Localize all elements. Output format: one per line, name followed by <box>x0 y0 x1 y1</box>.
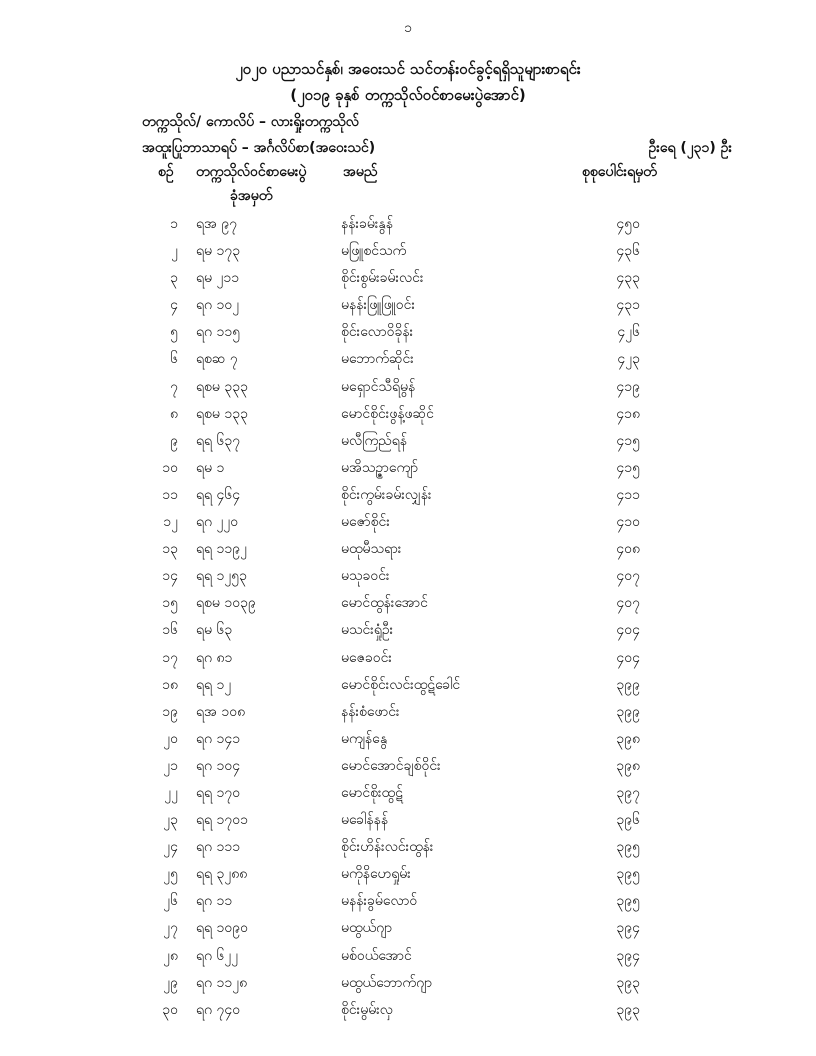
row-roll-number: ရစမ ၁၀၃၉ <box>196 595 256 612</box>
table-row <box>0 973 816 1000</box>
row-serial: ၁၈ <box>162 676 178 693</box>
row-marks: ၃၉၅ <box>616 839 640 856</box>
row-name: မစ်ဝယ်အောင် <box>341 947 412 964</box>
table-row <box>0 620 816 647</box>
row-name: မောင်စိုင်းဖွန့်ဖဆိုင် <box>341 405 434 422</box>
row-roll-number: ရစမ ၁၃၃ <box>196 405 248 422</box>
row-marks: ၃၉၉ <box>616 676 640 693</box>
row-serial: ၉ <box>170 432 178 449</box>
row-roll-number: ရရ ၁၂၅၃ <box>196 568 248 585</box>
row-roll-number: ရဂ ၁၄၁ <box>196 730 241 747</box>
row-roll-number: ရစမ ၃၃၃ <box>196 378 248 395</box>
table-row <box>0 458 816 485</box>
row-serial: ၁၅ <box>162 595 178 612</box>
row-marks: ၃၉၅ <box>616 866 640 883</box>
row-marks: ၄၁၁ <box>616 486 640 503</box>
row-marks: ၄၂၆ <box>617 324 640 341</box>
table-row <box>0 512 816 539</box>
row-roll-number: ရရ ၁၂ <box>196 676 232 693</box>
row-roll-number: ရဂ ၁၁ <box>196 893 233 910</box>
row-marks: ၄၀၇ <box>616 568 640 585</box>
row-roll-number: ရရ ၁၇၀ <box>196 784 241 801</box>
university-line: တက္ကသိုလ်/ ကောလိပ် – လားရှိုးတက္ကသိုလ် <box>142 114 359 130</box>
row-marks: ၄၃၁ <box>616 297 640 314</box>
row-name: စိုင်းစွမ်းခမ်းလင်း <box>341 270 424 287</box>
row-name: မရှောင်သီရိမွန် <box>341 378 416 395</box>
row-name: စိုင်းလောဝိခိုန်း <box>341 324 414 341</box>
header-roll-number: ခုံအမှတ် <box>230 188 273 204</box>
row-name: နန်းစံဖောင်း <box>341 703 400 720</box>
header-total-marks: စုစုပေါင်းရမှတ် <box>582 164 657 180</box>
row-serial: ၂၉ <box>163 974 178 991</box>
table-row <box>0 322 816 349</box>
row-name: မနန်းဖြူဖြူဝင်း <box>341 297 415 314</box>
total-count: ဦးရေ (၂၃၁) ဦး <box>648 140 732 156</box>
row-serial: ၁၄ <box>162 568 178 585</box>
results-table <box>0 214 816 1027</box>
row-roll-number: ရရ ၄၆၄ <box>196 486 241 503</box>
row-name: မလီကြည်ရန် <box>341 432 407 449</box>
row-roll-number: ရဂ ၁၀၂ <box>196 297 240 314</box>
row-roll-number: ရရ ၃၂၈၈ <box>196 866 248 883</box>
row-serial: ၁၉ <box>162 703 178 720</box>
table-row <box>0 404 816 431</box>
row-name: မသင်းရှုံဦး <box>341 622 394 639</box>
row-marks: ၃၉၄ <box>616 920 640 937</box>
table-row <box>0 1000 816 1027</box>
row-roll-number: ရဂ ၈၁ <box>196 649 233 666</box>
table-row <box>0 241 816 268</box>
row-roll-number: ရဂ ၇၄၀ <box>196 1001 241 1018</box>
row-roll-number: ရရ ၁၀၉၀ <box>196 920 249 937</box>
row-marks: ၃၉၈ <box>616 730 640 747</box>
row-serial: ၂၄ <box>163 839 178 856</box>
row-name: စိုင်းမွမ်းလှ <box>341 1001 393 1018</box>
row-marks: ၃၉၃ <box>616 974 640 991</box>
row-serial: ၂၁ <box>163 757 178 774</box>
table-row <box>0 295 816 322</box>
row-serial: ၂၈ <box>163 947 178 964</box>
row-marks: ၄၁၅ <box>616 459 640 476</box>
row-name: မောင်စိုင်းလင်းထွဋ်ခေါင် <box>341 676 461 693</box>
row-serial: ၂၃ <box>163 812 178 829</box>
row-serial: ၅ <box>170 324 178 341</box>
row-name: မထွယ်ဘောက်ဂျာ <box>341 974 433 991</box>
row-name: မခေါန်နန် <box>341 812 389 829</box>
table-row <box>0 593 816 620</box>
row-marks: ၄၃၃ <box>616 270 640 287</box>
row-name: မသုခဝင်း <box>341 568 390 585</box>
row-roll-number: ရဂ ၁၁၅ <box>196 324 241 341</box>
row-marks: ၃၉၄ <box>616 947 640 964</box>
row-roll-number: ရအ ၁၀၈ <box>196 703 246 720</box>
row-roll-number: ရစဆ ၇ <box>196 351 238 368</box>
table-row <box>0 729 816 756</box>
header-name: အမည် <box>343 164 378 180</box>
row-name: မောင်ထွန်းအောင် <box>341 595 428 612</box>
table-row <box>0 946 816 973</box>
row-serial: ၁၇ <box>162 649 178 666</box>
table-row <box>0 756 816 783</box>
row-name: မဘောက်ဆိုင်း <box>341 351 414 368</box>
page-number: ၁ <box>404 20 412 36</box>
row-name: မနန်းခွမ်လောဝ် <box>341 893 418 910</box>
row-serial: ၁၆ <box>162 622 178 639</box>
row-name: မဇော်စိုင်း <box>341 514 390 531</box>
document-title: ၂၀၂၀ ပညာသင်နှစ်၊ အဝေးသင် သင်တန်းဝင်ခွင့်ရရှိသူများစာရင်း <box>235 60 581 78</box>
table-row <box>0 349 816 376</box>
document-subtitle: (၂၀၁၉ ခုနှစ် တက္ကသိုလ်ဝင်စာမေးပွဲအောင်) <box>290 86 526 104</box>
row-serial: ၈ <box>170 405 178 422</box>
row-marks: ၄၂၃ <box>617 351 640 368</box>
row-serial: ၄ <box>170 297 178 314</box>
table-row <box>0 864 816 891</box>
header-exam: တက္ကသိုလ်ဝင်စာမေးပွဲ <box>196 164 307 180</box>
table-row <box>0 268 816 295</box>
row-marks: ၄၁၉ <box>616 378 640 395</box>
table-row <box>0 891 816 918</box>
row-roll-number: ရမ ၂၁၁ <box>196 270 240 287</box>
table-row <box>0 810 816 837</box>
table-row <box>0 675 816 702</box>
table-row <box>0 485 816 512</box>
row-serial: ၁၀ <box>162 459 178 476</box>
row-name: မကျန်နွေ <box>341 730 388 747</box>
table-row <box>0 702 816 729</box>
row-name: မအိသဉ္ဇာကျော် <box>341 459 419 476</box>
row-serial: ၁၁ <box>162 486 178 503</box>
row-roll-number: ရဂ ၁၁၂၈ <box>196 974 248 991</box>
row-marks: ၄၅၀ <box>616 216 640 232</box>
row-roll-number: ရရ ၁၁၉၂ <box>196 541 248 558</box>
row-serial: ၆ <box>170 351 178 368</box>
row-name: နန်းခမ်းနွန် <box>341 216 393 232</box>
row-marks: ၃၉၅ <box>616 893 640 910</box>
row-marks: ၃၉၈ <box>616 757 640 774</box>
row-serial: ၇ <box>170 378 178 395</box>
row-roll-number: ရဂ ၆၂၂ <box>196 947 239 964</box>
row-marks: ၃၉၆ <box>616 812 640 829</box>
table-row <box>0 214 816 241</box>
row-serial: ၂၂ <box>164 784 178 801</box>
table-row <box>0 918 816 945</box>
row-serial: ၁ <box>170 216 178 232</box>
row-roll-number: ရရ ၆၃၇ <box>196 432 241 449</box>
table-row <box>0 539 816 566</box>
table-row <box>0 837 816 864</box>
row-marks: ၄၀၄ <box>616 649 640 666</box>
row-roll-number: ရမ ၁၇၃ <box>196 243 241 260</box>
row-marks: ၃၉၉ <box>616 703 640 720</box>
row-serial: ၁၂ <box>163 514 178 531</box>
table-row <box>0 377 816 404</box>
row-serial: ၂ <box>171 243 178 260</box>
row-name: မဇေခဝင်း <box>341 649 392 666</box>
row-name: စိုင်းကွမ်းခမ်းလျှန်း <box>341 486 432 503</box>
row-marks: ၄၀၈ <box>616 541 640 558</box>
row-marks: ၃၉၃ <box>616 1001 640 1018</box>
subject-row <box>142 138 732 159</box>
row-serial: ၂၇ <box>163 920 178 937</box>
row-roll-number: ရဂ ၁၁၁ <box>196 839 241 856</box>
row-marks: ၄၁၀ <box>616 514 640 531</box>
row-marks: ၄၁၈ <box>616 405 640 422</box>
row-name: မောင်အောင်ချစ်ဝိုင်း <box>341 757 441 774</box>
header-serial: စဉ် <box>158 164 174 180</box>
row-marks: ၃၉၇ <box>616 784 640 801</box>
row-roll-number: ရဂ ၁၀၄ <box>196 757 241 774</box>
row-roll-number: ရမ ၁ <box>196 459 225 476</box>
row-roll-number: ရရ ၁၇၀၁ <box>196 812 249 829</box>
row-marks: ၄၃၆ <box>616 243 640 260</box>
row-serial: ၃၀ <box>162 1001 178 1018</box>
table-row <box>0 431 816 458</box>
row-serial: ၁၃ <box>162 541 178 558</box>
row-name: မထွယ်ဂျာ <box>341 920 393 937</box>
row-serial: ၂၆ <box>163 893 178 910</box>
row-marks: ၄၀၄ <box>616 622 640 639</box>
row-name: မကိုနိဟေရှုမ်း <box>341 866 411 883</box>
row-roll-number: ရမ ၆၃ <box>196 622 233 639</box>
row-marks: ၄၁၅ <box>616 432 640 449</box>
table-row <box>0 648 816 675</box>
row-roll-number: ရအ ၉၇ <box>196 216 238 232</box>
row-serial: ၂၀ <box>163 730 178 747</box>
row-name: စိုင်းဟိန်းလင်းထွန်း <box>341 839 434 856</box>
subject-label: အထူးပြုဘာသာရပ် – အင်္ဂလိပ်စာ(အဝေးသင်) <box>142 140 376 156</box>
table-row <box>0 566 816 593</box>
row-serial: ၂၅ <box>163 866 178 883</box>
row-name: မောင်စိုးထွဋ် <box>341 784 403 801</box>
row-roll-number: ရဂ ၂၂၀ <box>196 514 239 531</box>
row-name: မဖြူစင်သက် <box>341 243 407 260</box>
row-serial: ၃ <box>170 270 178 287</box>
table-row <box>0 783 816 810</box>
row-name: မထုမီသရား <box>341 541 402 558</box>
row-marks: ၄၀၇ <box>616 595 640 612</box>
